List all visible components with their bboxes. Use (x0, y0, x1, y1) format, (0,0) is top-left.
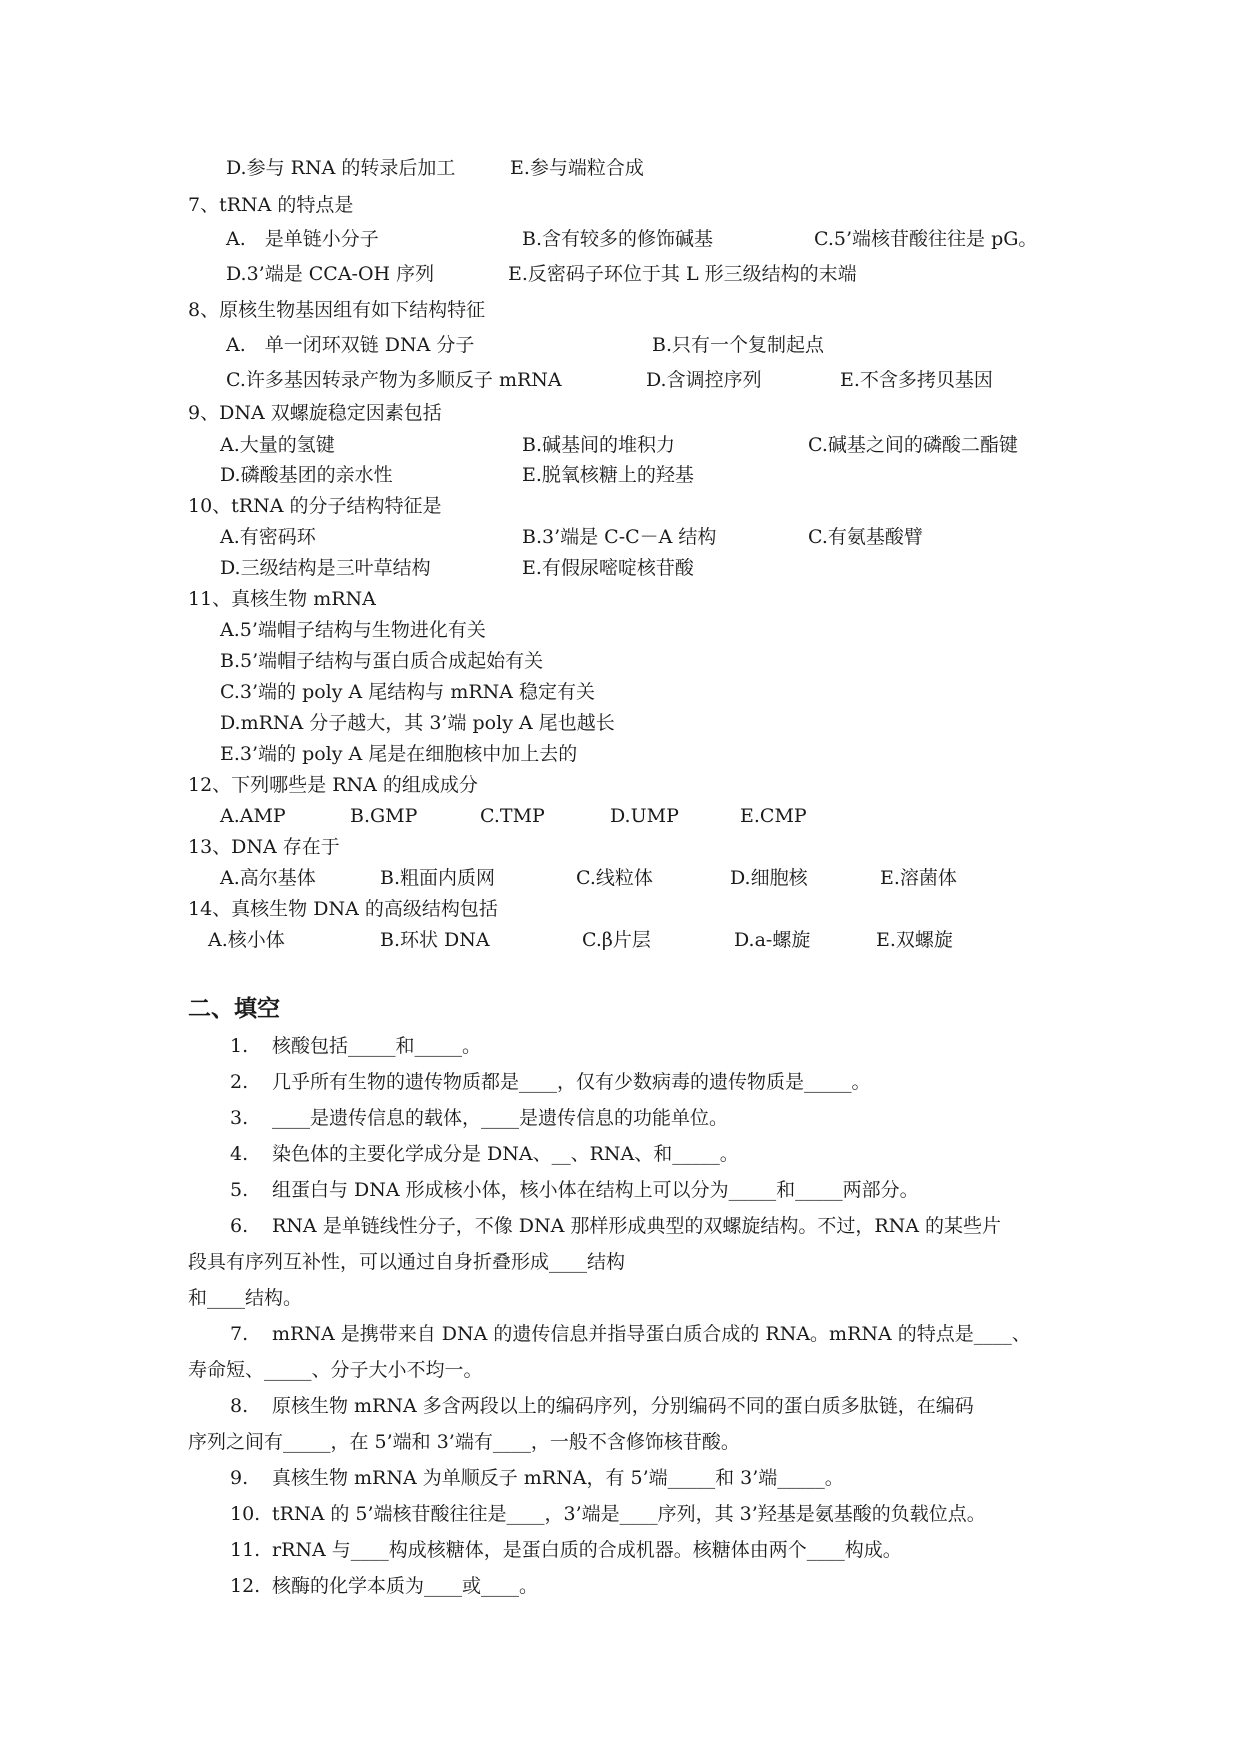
q12-stem: 12、下列哪些是 RNA 的组成成分 (188, 774, 478, 796)
q6-option-d: D.参与 RNA 的转录后加工 (226, 157, 456, 179)
q12-option-b: B.GMP (350, 805, 418, 827)
fill-item-text: ____是遗传信息的载体，____是遗传信息的功能单位。 (272, 1107, 729, 1129)
q10-option-e: E.有假尿嘧啶核苷酸 (522, 557, 694, 579)
fill-item-text: 染色体的主要化学成分是 DNA、__、RNA、和_____。 (272, 1143, 739, 1165)
fill-item-number: 6. (230, 1215, 249, 1237)
fill-item-number: 1. (230, 1035, 249, 1057)
fill-item-continuation: 和____结构。 (188, 1287, 303, 1309)
fill-item-number: 11. (230, 1539, 261, 1561)
fill-item-text: rRNA 与____构成核糖体，是蛋白质的合成机器。核糖体由两个____构成。 (272, 1539, 902, 1561)
q11-option-e: E.3’端的 poly A 尾是在细胞核中加上去的 (220, 743, 578, 765)
fill-item-number: 5. (230, 1179, 249, 1201)
q12-option-a: A.AMP (220, 805, 286, 827)
q8-option-c: C.许多基因转录产物为多顺反子 mRNA (226, 369, 562, 391)
q7-option-d: D.3’端是 CCA-OH 序列 (226, 263, 435, 285)
q13-option-e: E.溶菌体 (880, 867, 957, 889)
q10-stem: 10、tRNA 的分子结构特征是 (188, 495, 442, 517)
q12-option-c: C.TMP (480, 805, 545, 827)
fill-item-number: 9. (230, 1467, 249, 1489)
fill-item-number: 7. (230, 1323, 249, 1345)
fill-item-continuation: 寿命短、_____、分子大小不均一。 (188, 1359, 483, 1381)
fill-item-text: 组蛋白与 DNA 形成核小体，核小体在结构上可以分为_____和_____两部分。 (272, 1179, 919, 1201)
q8-option-d: D.含调控序列 (646, 369, 762, 391)
fill-item-text: mRNA 是携带来自 DNA 的遗传信息并指导蛋白质合成的 RNA。mRNA 的特点是____、 (272, 1323, 1031, 1345)
fill-item-number: 3. (230, 1107, 249, 1129)
q14-stem: 14、真核生物 DNA 的高级结构包括 (188, 898, 498, 920)
q7-option-e: E.反密码子环位于其 L 形三级结构的末端 (508, 263, 857, 285)
q8-stem: 8、原核生物基因组有如下结构特征 (188, 299, 486, 321)
q10-option-d: D.三级结构是三叶草结构 (220, 557, 431, 579)
fill-item-text: 真核生物 mRNA 为单顺反子 mRNA，有 5’端_____和 3’端_____。 (272, 1467, 844, 1489)
q13-option-b: B.粗面内质网 (380, 867, 496, 889)
q9-option-a: A.大量的氢键 (220, 434, 335, 456)
q7-stem: 7、tRNA 的特点是 (188, 194, 354, 216)
q9-option-e: E.脱氧核糖上的羟基 (522, 464, 694, 486)
fill-item-continuation: 段具有序列互补性，可以通过自身折叠形成____结构 (188, 1251, 626, 1273)
q9-option-b: B.碱基间的堆积力 (522, 434, 676, 456)
fill-item-number: 12. (230, 1575, 261, 1597)
q9-option-c: C.碱基之间的磷酸二酯键 (808, 434, 1018, 456)
q13-option-a: A.高尔基体 (220, 867, 316, 889)
q10-option-b: B.3’端是 C-C－A 结构 (522, 526, 717, 548)
q6-option-e: E.参与端粒合成 (510, 157, 644, 179)
q12-option-e: E.CMP (740, 805, 807, 827)
q14-option-e: E.双螺旋 (876, 929, 953, 951)
q8-option-b: B.只有一个复制起点 (652, 334, 825, 356)
q7-option-c: C.5’端核苷酸往往是 pG。 (814, 228, 1038, 250)
q11-option-b: B.5’端帽子结构与蛋白质合成起始有关 (220, 650, 544, 672)
q12-option-d: D.UMP (610, 805, 679, 827)
fill-item-number: 2. (230, 1071, 249, 1093)
q13-option-d: D.细胞核 (730, 867, 808, 889)
q11-option-c: C.3’端的 poly A 尾结构与 mRNA 稳定有关 (220, 681, 596, 703)
section-heading-fill-in: 二、填空 (188, 996, 280, 1022)
q14-option-a: A.核小体 (208, 929, 285, 951)
fill-item-text: 原核生物 mRNA 多含两段以上的编码序列，分别编码不同的蛋白质多肽链，在编码 (272, 1395, 974, 1417)
fill-item-number: 10. (230, 1503, 261, 1525)
q11-option-d: D.mRNA 分子越大，其 3’端 poly A 尾也越长 (220, 712, 615, 734)
q13-stem: 13、DNA 存在于 (188, 836, 340, 858)
q14-option-c: C.β片层 (582, 929, 651, 951)
q8-option-e: E.不含多拷贝基因 (840, 369, 993, 391)
q7-option-a: A. 是单链小分子 (226, 228, 379, 250)
fill-item-continuation: 序列之间有_____，在 5’端和 3’端有____，一般不含修饰核苷酸。 (188, 1431, 740, 1453)
q13-option-c: C.线粒体 (576, 867, 653, 889)
fill-item-number: 8. (230, 1395, 249, 1417)
q7-option-b: B.含有较多的修饰碱基 (522, 228, 714, 250)
fill-item-text: 几乎所有生物的遗传物质都是____，仅有少数病毒的遗传物质是_____。 (272, 1071, 871, 1093)
fill-item-text: tRNA 的 5’端核苷酸往往是____，3’端是____序列，其 3’羟基是氨基酸的负载位点。 (272, 1503, 986, 1525)
fill-item-text: 核酸包括_____和_____。 (272, 1035, 482, 1057)
q11-stem: 11、真核生物 mRNA (188, 588, 376, 610)
fill-item-number: 4. (230, 1143, 249, 1165)
q10-option-c: C.有氨基酸臂 (808, 526, 923, 548)
q14-option-d: D.a-螺旋 (734, 929, 811, 951)
q8-option-a: A. 单一闭环双链 DNA 分子 (226, 334, 475, 356)
q9-option-d: D.磷酸基团的亲水性 (220, 464, 393, 486)
fill-item-text: RNA 是单链线性分子，不像 DNA 那样形成典型的双螺旋结构。不过，RNA 的某些片 (272, 1215, 1002, 1237)
q11-option-a: A.5’端帽子结构与生物进化有关 (220, 619, 486, 641)
q14-option-b: B.环状 DNA (380, 929, 490, 951)
q9-stem: 9、DNA 双螺旋稳定因素包括 (188, 402, 442, 424)
q10-option-a: A.有密码环 (220, 526, 316, 548)
fill-item-text: 核酶的化学本质为____或____。 (272, 1575, 539, 1597)
